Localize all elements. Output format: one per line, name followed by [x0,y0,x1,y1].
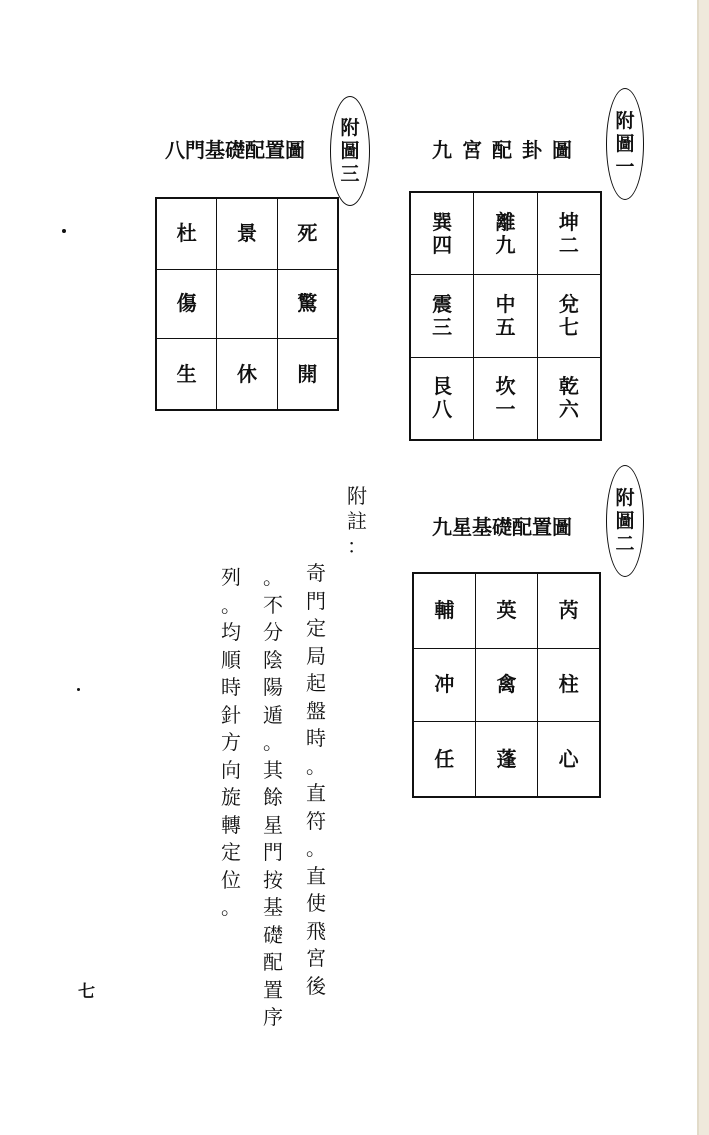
note-char: 。 [221,592,241,617]
note-char: 順 [221,647,241,672]
grid-row [156,339,338,410]
cell-char: 三 [432,314,453,339]
note-char: 起 [306,671,326,695]
figure3-title [165,134,305,163]
grid-cell: 景 [217,198,278,269]
grid-row [156,269,338,339]
note-char: 礎 [263,922,283,947]
title-char: 卦 [522,138,542,162]
note-line-1 [303,560,329,1000]
note-char: 位 [221,867,241,892]
title-char: 基 [472,515,492,539]
grid-cell [474,275,538,357]
grid-cell [410,192,474,275]
grid-cell [410,357,474,440]
figure1-tag [606,88,644,200]
grid-row [410,192,601,275]
tag-char: 二 [615,532,635,555]
note-line-3 [218,564,244,922]
grid-cell: 禽 [475,648,537,722]
grid-cell: 休 [217,339,278,410]
note-char: 局 [306,643,326,668]
title-char: 配 [512,515,532,539]
title-char: 基 [205,138,225,162]
note-char: 基 [263,895,283,919]
title-char: 置 [265,138,285,162]
title-char: 宮 [462,138,482,162]
cell-char: 八 [432,397,453,422]
figure2-title [432,511,572,540]
title-char: 礎 [492,515,512,539]
title-char: 圖 [285,138,305,162]
grid-cell: 死 [277,198,338,269]
note-char: 。 [306,836,326,860]
note-char: 置 [263,977,283,1002]
note-char: 奇 [306,561,326,585]
cell-char: 離 [495,209,516,234]
note-line-2 [260,564,286,1032]
note-char: 其 [263,757,283,782]
note-char: 轉 [221,812,241,837]
figure1-table [409,191,602,441]
note-char: 盤 [306,698,326,723]
grid-cell: 蓬 [475,722,537,797]
note-char: 時 [306,726,326,750]
note-char: 遁 [263,702,283,727]
title-char: 九 [432,138,452,162]
tag-char: 圖 [615,132,635,155]
note-char: ： [347,534,367,558]
note-char: 餘 [263,785,283,809]
grid-cell: 冲 [413,648,475,722]
figure3-tag [330,96,370,206]
note-char: 配 [263,950,283,974]
note-char: 宮 [306,946,326,970]
cell-char: 乾 [558,374,579,399]
note-char: 定 [306,616,326,640]
tag-char: 附 [340,116,360,139]
figure1-title [432,134,572,163]
grid-cell: 傷 [156,269,217,339]
figure3-table [155,197,339,411]
grid-cell [537,192,601,275]
grid-row [413,573,600,648]
title-char: 配 [492,138,512,162]
cell-char: 艮 [432,374,453,399]
note-char: 均 [221,620,241,644]
note-char: 序 [263,1005,283,1029]
tag-char: 一 [615,155,635,178]
note-char: 。 [263,565,283,589]
stray-dot [77,688,80,691]
note-char: 陰 [263,647,283,672]
cell-char: 中 [495,291,516,316]
cell-char: 六 [558,397,579,422]
grid-cell: 柱 [538,648,600,722]
title-char: 星 [452,515,472,539]
cell-char: 震 [432,291,453,316]
grid-cell: 開 [277,339,338,410]
note-char: 註 [347,509,367,533]
figure2-tag [606,465,644,577]
grid-cell [537,357,601,440]
grid-cell [217,269,278,339]
title-char: 圖 [552,515,572,539]
title-char: 置 [532,515,552,539]
note-char: 門 [306,588,326,613]
note-char: 按 [263,867,283,892]
grid-cell: 驚 [277,269,338,339]
note-char: 。 [263,730,283,754]
note-char: 陽 [263,675,283,699]
page-number: 七 [78,982,95,1002]
grid-row [410,357,601,440]
note-char: 。 [306,753,326,778]
grid-row [413,722,600,797]
note-char: 針 [221,702,241,727]
stray-dot [62,229,66,233]
title-char: 八 [165,138,185,162]
note-char: 飛 [306,918,326,943]
note-label [344,484,370,559]
note-char: 星 [263,812,283,837]
grid-row [413,648,600,722]
note-char: 直 [306,781,326,805]
cell-char: 坎 [495,374,516,399]
cell-char: 四 [432,232,453,257]
note-char: 旋 [221,785,241,809]
title-char: 礎 [225,138,245,162]
grid-cell: 心 [538,722,600,797]
grid-cell [474,357,538,440]
note-char: 分 [263,620,283,644]
grid-row [410,275,601,357]
tag-char: 附 [615,109,635,132]
grid-cell: 杜 [156,198,217,269]
tag-char: 圖 [615,509,635,532]
cell-char: 二 [558,232,579,257]
grid-cell [410,275,474,357]
note-char: 門 [263,840,283,864]
note-char: 方 [221,730,241,754]
cell-char: 一 [495,397,516,422]
note-char: 。 [221,895,241,919]
note-char: 不 [263,592,283,617]
cell-char: 坤 [558,209,579,234]
grid-cell: 芮 [538,573,600,648]
note-char: 向 [221,757,241,782]
cell-char: 七 [558,314,579,339]
tag-char: 附 [615,486,635,509]
note-char: 時 [221,675,241,699]
tag-char: 三 [340,162,360,185]
tag-char: 圖 [340,139,360,162]
cell-char: 九 [495,232,516,257]
note-char: 符 [306,808,326,833]
cell-char: 五 [495,314,516,339]
cell-char: 巽 [432,209,453,234]
cell-char: 兌 [558,291,579,316]
grid-cell: 任 [413,722,475,797]
note-char: 後 [306,973,326,998]
title-char: 九 [432,515,452,539]
grid-row [156,198,338,269]
title-char: 配 [245,138,265,162]
note-char: 定 [221,840,241,864]
title-char: 圖 [552,138,572,162]
title-char: 門 [185,138,205,162]
note-char: 直 [306,863,326,888]
grid-cell: 英 [475,573,537,648]
grid-cell [474,192,538,275]
grid-cell [537,275,601,357]
page-edge [697,0,709,1135]
figure2-table [412,572,601,798]
grid-cell: 輔 [413,573,475,648]
note-char: 使 [306,891,326,915]
note-char: 附 [347,484,367,508]
note-char: 列 [221,565,241,589]
grid-cell: 生 [156,339,217,410]
